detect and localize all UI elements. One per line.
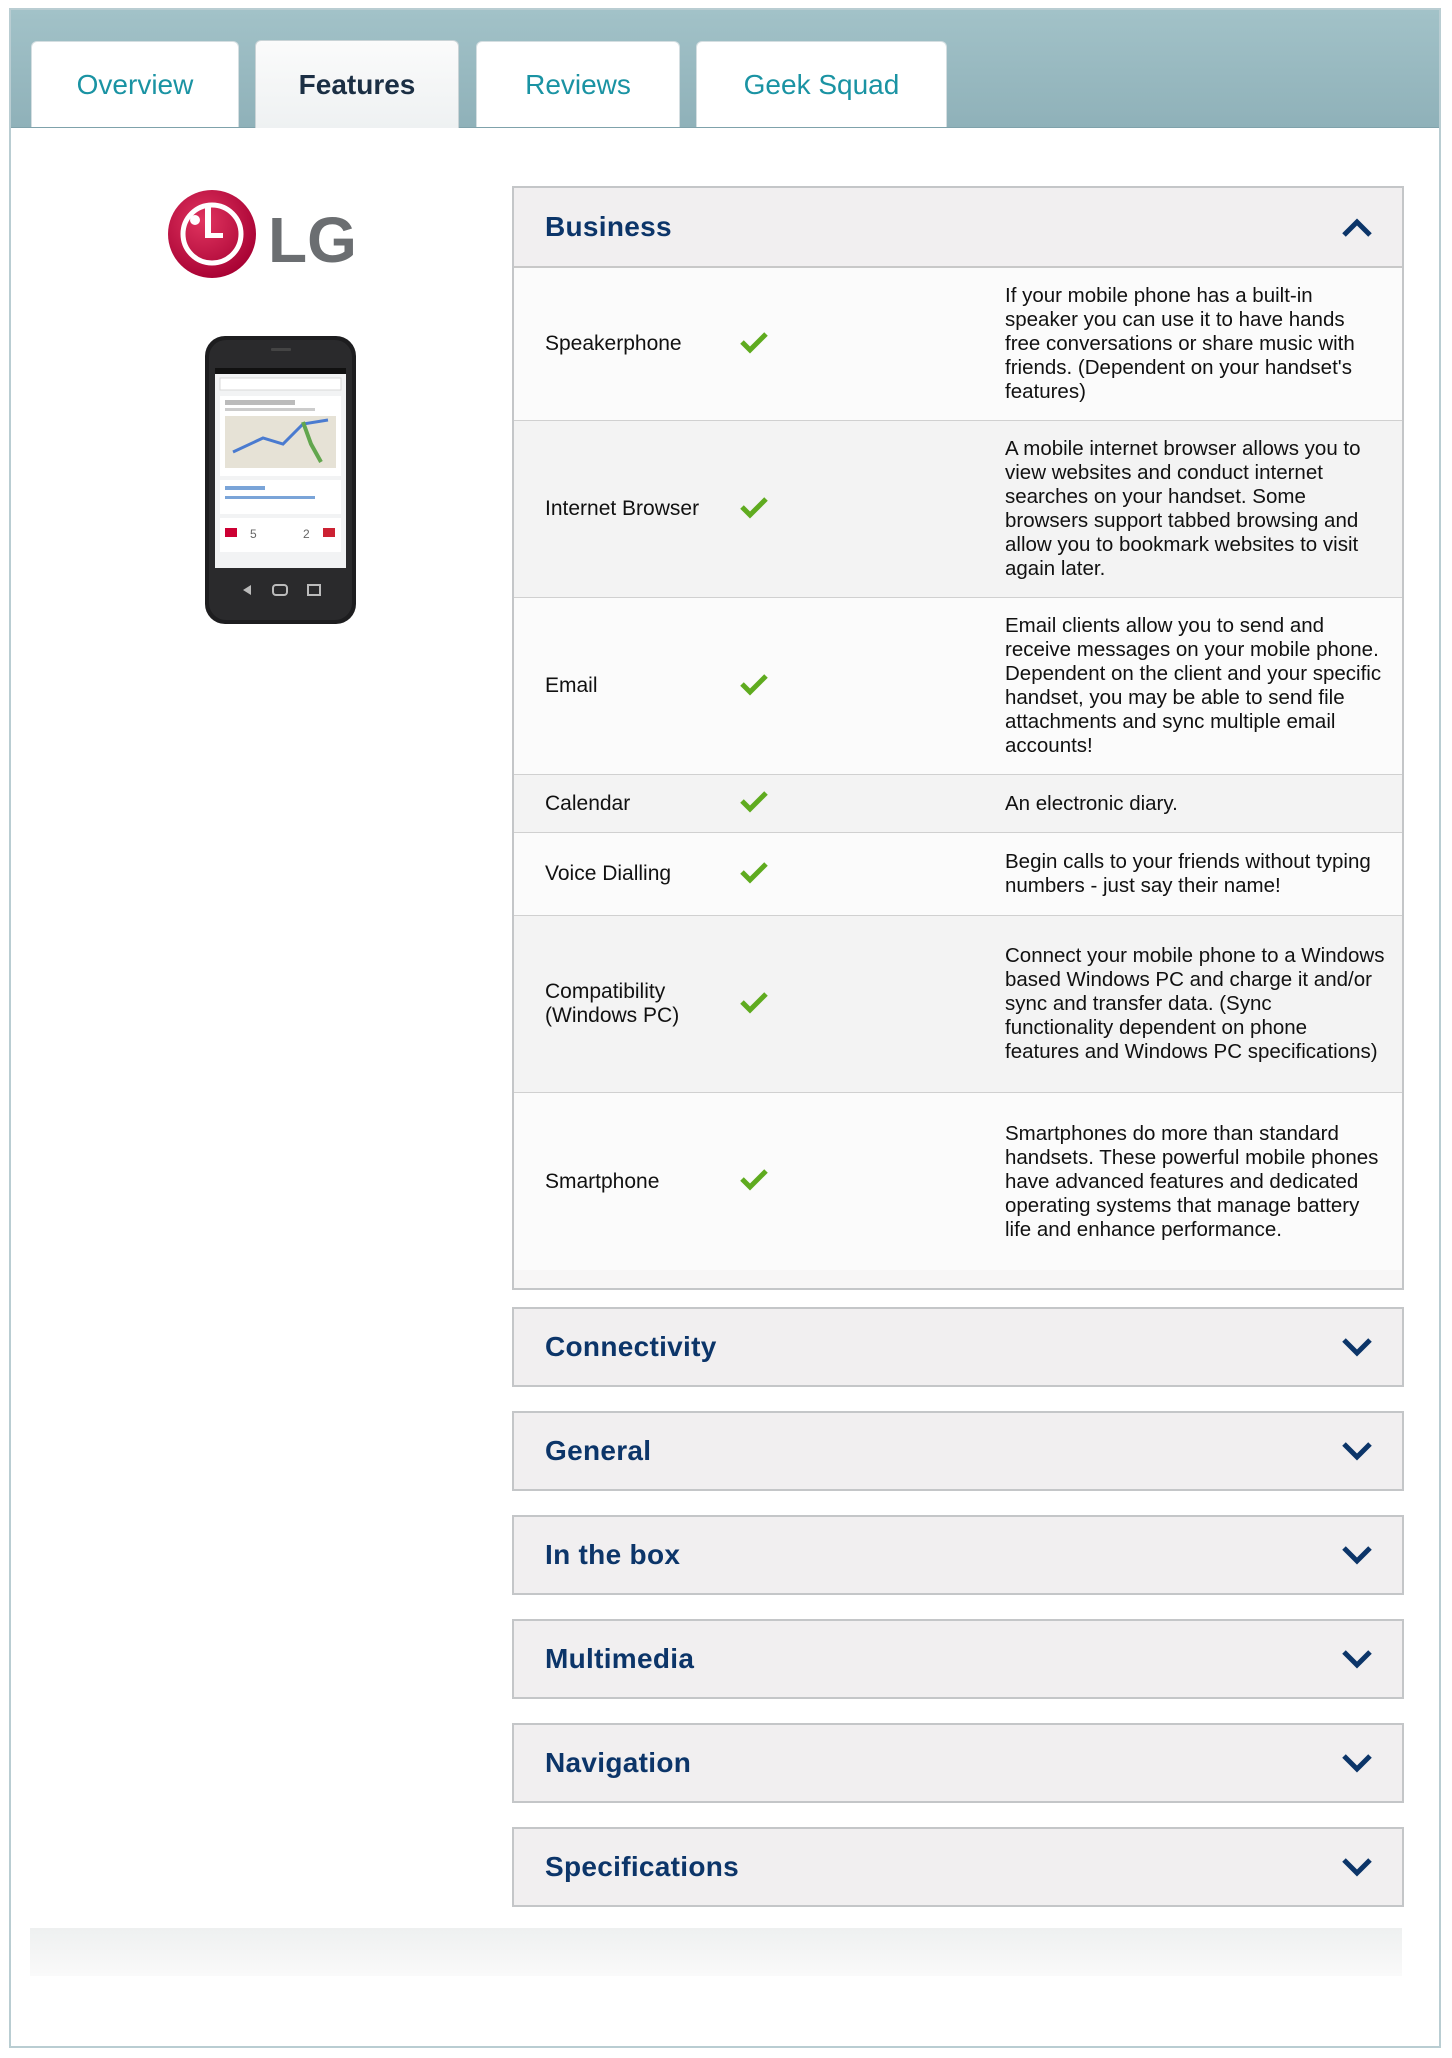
section-title: In the box bbox=[545, 1539, 681, 1570]
chevron-down-icon[interactable] bbox=[1340, 1543, 1374, 1567]
feature-name: Internet Browser bbox=[545, 497, 700, 520]
tab-reviews[interactable]: Reviews bbox=[476, 41, 680, 127]
business-header[interactable] bbox=[514, 188, 1402, 266]
feature-description: Connect your mobile phone to a Windows based Windows PC and charge it and/or sync and transfer data. (Sync functionality dependent on phone features and Windows PC specifications) bbox=[1005, 944, 1385, 1063]
section-title: Multimedia bbox=[545, 1643, 695, 1674]
section-header[interactable] bbox=[514, 1725, 1402, 1801]
section-navigation[interactable] bbox=[512, 1723, 1404, 1803]
feature-description: If your mobile phone has a built-in speaker you can use it to have hands free conversations or share music with friends. (Dependent on your handset's features) bbox=[1005, 284, 1355, 403]
section-general[interactable] bbox=[512, 1411, 1404, 1491]
section-header[interactable] bbox=[514, 1413, 1402, 1489]
check-icon bbox=[739, 990, 769, 1014]
business-title: Business bbox=[545, 211, 672, 242]
chevron-down-icon[interactable] bbox=[1340, 1335, 1374, 1359]
feature-description: An electronic diary. bbox=[1005, 791, 1178, 815]
section-specifications[interactable] bbox=[512, 1827, 1404, 1907]
check-icon bbox=[739, 330, 769, 354]
section-in-the-box[interactable] bbox=[512, 1515, 1404, 1595]
section-title: Connectivity bbox=[545, 1331, 717, 1362]
feature-description: Begin calls to your friends without typing numbers - just say their name! bbox=[1005, 850, 1371, 897]
feature-row-speakerphone bbox=[514, 268, 1402, 420]
check-icon bbox=[739, 789, 769, 813]
feature-description: Email clients allow you to send and receive messages on your mobile phone. Dependent on the client and your specific handset, you may be able to send file attachments and sync multiple email accounts! bbox=[1005, 614, 1382, 757]
feature-row-compatibility bbox=[514, 915, 1402, 1092]
feature-row-internet-browser bbox=[514, 420, 1402, 597]
feature-row-voice-dialling bbox=[514, 832, 1402, 915]
svg-text:2: 2 bbox=[303, 527, 310, 541]
section-title: General bbox=[545, 1435, 652, 1466]
feature-row-email bbox=[514, 597, 1402, 774]
chevron-down-icon[interactable] bbox=[1340, 1751, 1374, 1775]
section-connectivity[interactable] bbox=[512, 1307, 1404, 1387]
business-rows bbox=[514, 266, 1402, 1270]
chevron-down-icon[interactable] bbox=[1340, 1439, 1374, 1463]
tab-overview[interactable]: Overview bbox=[31, 41, 239, 127]
chevron-up-icon[interactable] bbox=[1340, 215, 1374, 239]
section-header[interactable] bbox=[514, 1309, 1402, 1385]
lg-logo bbox=[165, 186, 385, 282]
check-icon bbox=[739, 1167, 769, 1191]
footer-strip bbox=[30, 1928, 1402, 1976]
section-multimedia[interactable] bbox=[512, 1619, 1404, 1699]
check-icon bbox=[739, 860, 769, 884]
feature-name: Smartphone bbox=[545, 1169, 660, 1193]
feature-row-calendar bbox=[514, 774, 1402, 832]
tab-geek-squad[interactable]: Geek Squad bbox=[696, 41, 947, 127]
section-header[interactable] bbox=[514, 1621, 1402, 1697]
feature-name: Calendar bbox=[545, 791, 631, 815]
feature-name: Voice Dialling bbox=[545, 862, 672, 885]
feature-name: Email bbox=[545, 674, 598, 697]
feature-row-smartphone bbox=[514, 1092, 1402, 1270]
section-header[interactable] bbox=[514, 1829, 1402, 1905]
feature-description: A mobile internet browser allows you to view websites and conduct internet searches on your handset. Some browsers support tabbed browsing and allow you to bookmark websites to visit again later. bbox=[1005, 437, 1361, 580]
section-header[interactable] bbox=[514, 1517, 1402, 1593]
feature-name: Compatibility (Windows PC) bbox=[545, 980, 680, 1027]
chevron-down-icon[interactable] bbox=[1340, 1855, 1374, 1879]
check-icon bbox=[739, 672, 769, 696]
feature-description: Smartphones do more than standard handsets. These powerful mobile phones have advanced features and dedicated operating systems that manage battery life and enhance performance. bbox=[1005, 1121, 1379, 1241]
business-panel bbox=[512, 186, 1404, 1290]
phone-image bbox=[203, 334, 358, 626]
feature-name: Speakerphone bbox=[545, 332, 682, 355]
svg-text:LG: LG bbox=[268, 204, 357, 276]
tab-bar bbox=[11, 10, 1439, 128]
tab-features[interactable]: Features bbox=[255, 40, 459, 128]
section-title: Navigation bbox=[545, 1747, 692, 1778]
section-title: Specifications bbox=[545, 1851, 740, 1882]
chevron-down-icon[interactable] bbox=[1340, 1647, 1374, 1671]
svg-text:5: 5 bbox=[250, 527, 257, 541]
check-icon bbox=[739, 495, 769, 519]
